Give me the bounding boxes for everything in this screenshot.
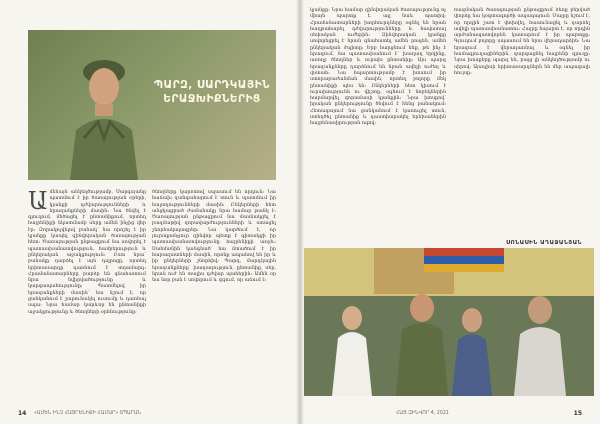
column-1-text: մենայն անկեղծությամբ, Սարգսյանը պատմում է իր ծառայության օրերի, կյանքի դժվարությունների և երազանքների մասին։ Նա ծնվել է գյուղում, մեծացել է ընտանիքում, որտեղ հայրենիքի նկատմամբ սերը ամեն ինչից վեր էր։ Զորակոչվելով բանակ՝ նա որոշել է իր կյանքը կապել զինվորական ծառայության հետ։ Ծառայության ընթացքում նա սովորել է պատասխանատվություն, համբերություն և ընկերական աջակցություն։ Ըստ նրա՝ բանակը դարձել է այն դպրոցը, որտեղ երիտասարդը դառնում է տղամարդ։ Հրամանատարները բարձր են գնահատում նրա նվիրվածությունը և կարգապահությունը։ Պատմելով իր երազանքների մասին՝ նա նշում է, որ ցանկանում է շարունակել ուսումը և դառնալ սպա։ Նրա համար կարևոր են ընտանիքի աջակցությունը և ծնողների օրհնությունը։ [28,190,146,315]
hero-image [28,30,276,180]
family-photo-illustration [304,248,594,396]
article-text-column-2 [152,190,276,284]
column-2-text: ծնողները կարոտով սպասում են որդուն։ Նա հաճախ զանգահարում է տուն և պատմում իր հաջողությունների մասին։ Ընկերների հետ անցկացրած ժամանակը նրա համար թանկ է։ Ծառայության ընթացքում նա մասնակցել է բազմաթիվ զորավարժությունների և ստացել շնորհակալագրեր։ Նա կարծում է, որ յուրաքանչյուր զինվոր պետք է գիտակցի իր պատասխանատվությունը հայրենիքի առջև։ Սահմանին կանգնած՝ նա մտածում է իր հարազատների մասին, որոնք ապահով են իր և իր ընկերների շնորհիվ։ Պարզ, մարդկային երազանքները՝ խաղաղություն, ընտանիք, սեր, նրան ուժ են տալիս դժվար պահերին։ Ամեն օր նա նոր բան է սովորում և զգում, որ աճում է։ [152,190,276,284]
page-gutter [296,0,304,424]
author-name: ՍՈՆԱՍԻՆ ԱՂԱՋԱՆՅԱՆ [506,240,582,246]
footer-left-text: «ԱՄԵՆ ԻՆՉ ՀԱՅՐԵՆԻՔԻ ՀԱՄԱՐ» ՏՊԱՐԱՆ [34,411,142,416]
column-4-text: ռազմական ծառայության ընթացքում ձեռք բերված փորձը նա կօգտագործի ապագայում։ Մայրը նշում է, որ որդին շատ է փոխվել, հասունացել և դարձել ավելի պատասխանատու։ Հայրը հպարտ է, որ որդին արժանապատվորեն կատարում է իր պարտքը։ Գյուղում բոլորը սպասում են նրա վերադարձին։ Նա երազում է վերադառնալ և օգնել իր համագյուղացիներին, զարգացնել հայրենի գյուղը։ Նրա խոսքերը պարզ են, բայց լի անկեղծությամբ ու սիրով։ Այսպիսի երիտասարդներն են մեր ապագայի հույսը։ [454,8,590,76]
page-number-left: 14 [18,410,27,417]
family-photo-image [304,248,594,396]
soldier-portrait-image [62,38,146,180]
article-text-column-4 [454,8,590,77]
page-number-right: 15 [573,410,582,417]
footer-right-text: ՀԱՅ ԶԻՆՎՈՐ 4, 2021 [396,411,449,416]
article-text-column-3 [310,8,446,128]
article-title: ՊԱՐԶ, ՍԱՐԴԿԱՅԻՆ ԵՐԱՋԽԻՔՆԵՐԻՑ [153,79,271,106]
article-text-column-1 [28,187,146,316]
column-3-text: կյանքը։ Նրա համար զինվորական ծառայությունը ոչ միայն պարտք է, այլ նաև պատիվ։ Հրամանատարների խորհուրդները օգնել են նրան հաղթահարել դժվարությունները և հավատալ սեփական ուժերին։ Զինվորական կյանքը սովորեցրել է նրան գնահատել ամեն րոպեն, ամեն ընկերական ժպիտը։ Երբ հարցնում ենք, թե ինչ է երազում, նա պատասխանում է՝ խաղաղ երկինք, առողջ ծնողներ և ուրախ ընտանիք։ Այս պարզ երազանքները դարձնում են նրան ավելի ուժեղ և վստահ։ Նա հպարտությամբ է խոսում իր ստորաբաժանման մասին, որտեղ բոլորը մեկ ընտանիքի պես են։ Ընկերների հետ կիսում է ուրախությունն ու վիշտը, օգնում է նորեկներին հարմարվել զորամասի կյանքին։ Նրա խոսքով՝ իրական ընկերությունը ծնվում է հենց բանակում։ Հետագայում նա ցանկանում է կառուցել տուն, ստեղծել ընտանիք և դաստիարակել երեխաներին հայրենասիրության ոգով։ [310,8,446,127]
drop-cap: Ա [28,187,48,215]
